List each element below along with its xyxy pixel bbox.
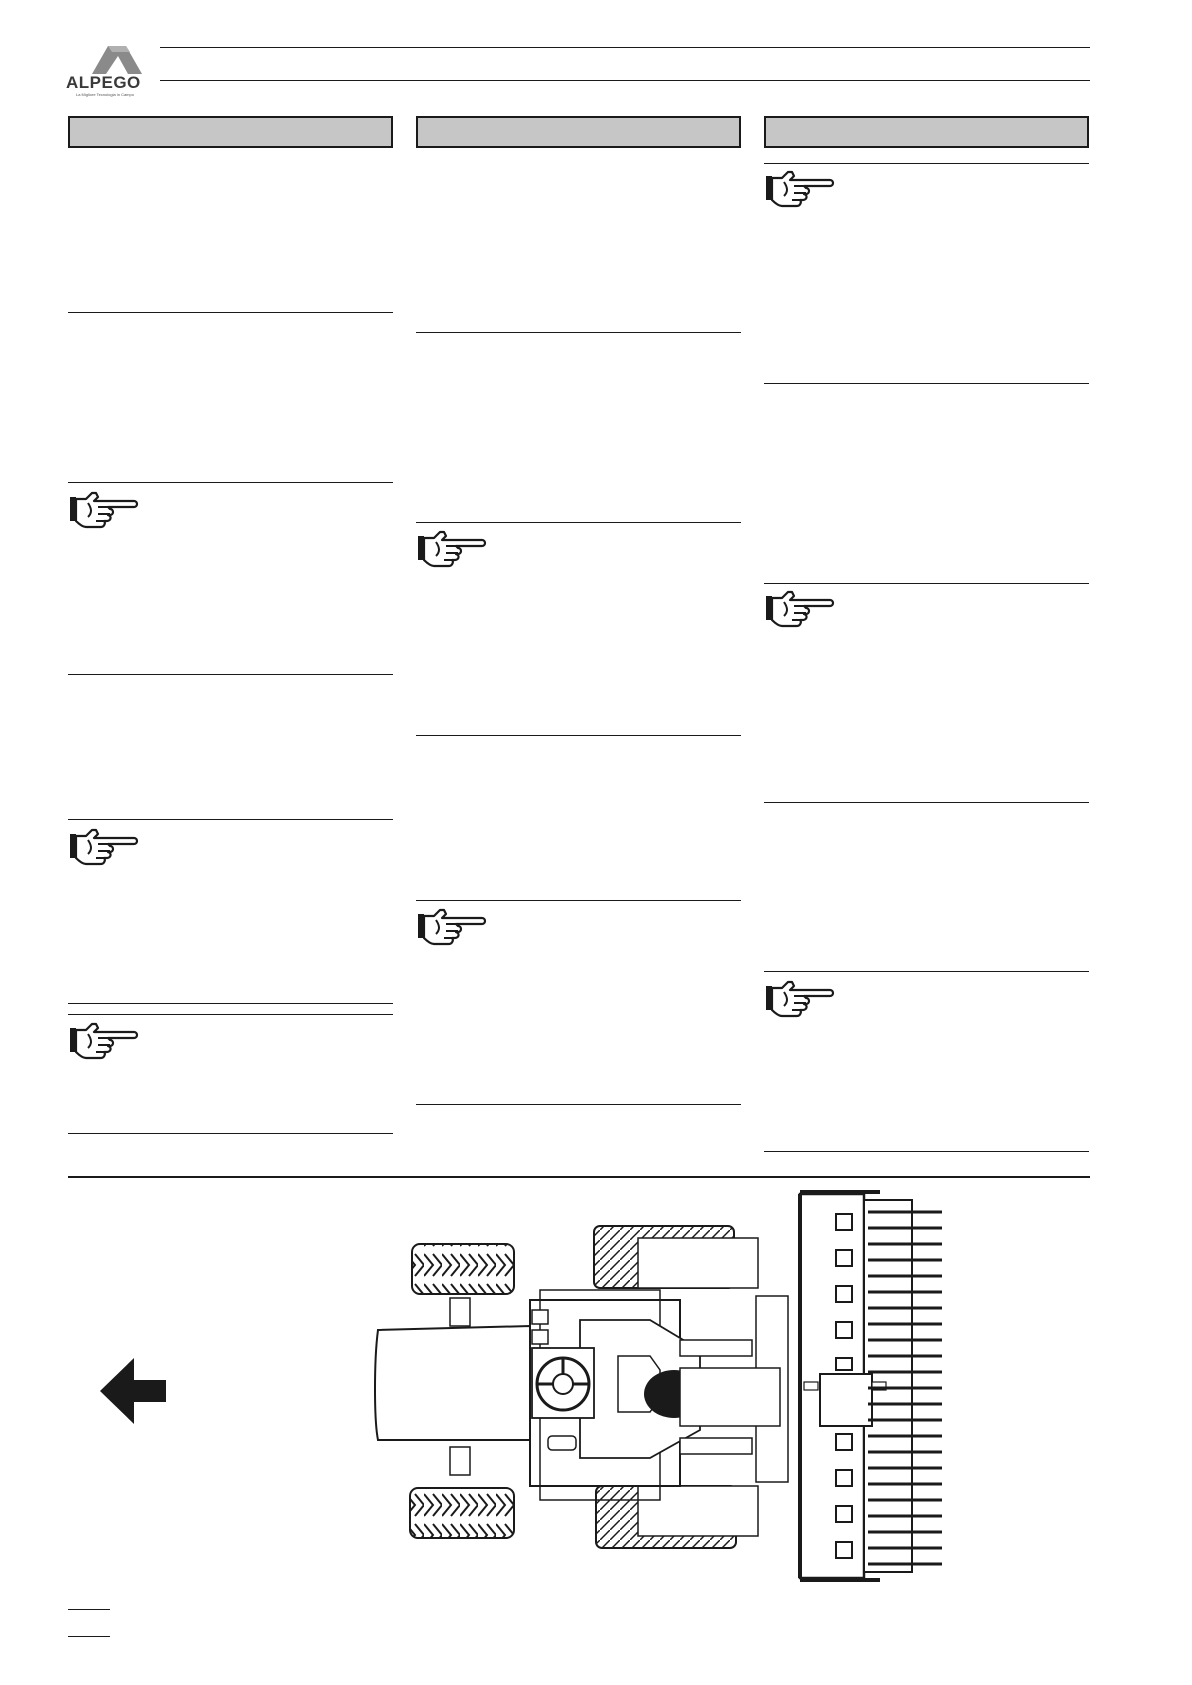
column-1-divider [68, 312, 393, 313]
brand-name: ALPEGO [66, 73, 141, 92]
section-separator [68, 1176, 1090, 1178]
column-3-divider [764, 383, 1089, 384]
brand-tagline: La Migliore Tecnologia in Campo [76, 92, 134, 97]
pointing-hand-icon [764, 168, 836, 210]
column-1-divider [68, 1133, 393, 1134]
pointing-hand-icon [764, 588, 836, 630]
column-2-divider [416, 522, 741, 523]
column-2-divider [416, 900, 741, 901]
tractor-with-seeder-diagram [370, 1190, 950, 1590]
pointing-hand-icon [68, 1020, 140, 1062]
pointing-hand-icon [416, 528, 488, 570]
pointing-hand-icon [68, 489, 140, 531]
footer-rule [68, 1609, 110, 1610]
column-2-header [416, 116, 741, 148]
column-3-divider [764, 583, 1089, 584]
pointing-hand-icon [764, 978, 836, 1020]
column-1-divider [68, 482, 393, 483]
header-rule-bottom [160, 80, 1090, 81]
column-2-divider [416, 332, 741, 333]
arrow-left-icon [98, 1356, 170, 1426]
column-3-divider [764, 971, 1089, 972]
column-3-header [764, 116, 1089, 148]
column-1-divider [68, 819, 393, 820]
column-1-divider [68, 1014, 393, 1015]
column-1-header [68, 116, 393, 148]
column-1-divider [68, 1003, 393, 1004]
header-rule-top [160, 47, 1090, 48]
pointing-hand-icon [68, 826, 140, 868]
footer-rule [68, 1636, 110, 1637]
column-1-divider [68, 674, 393, 675]
pointing-hand-icon [416, 906, 488, 948]
column-3-divider [764, 163, 1089, 164]
column-2-divider [416, 1104, 741, 1105]
column-3-divider [764, 802, 1089, 803]
column-3-divider [764, 1151, 1089, 1152]
column-2-divider [416, 735, 741, 736]
